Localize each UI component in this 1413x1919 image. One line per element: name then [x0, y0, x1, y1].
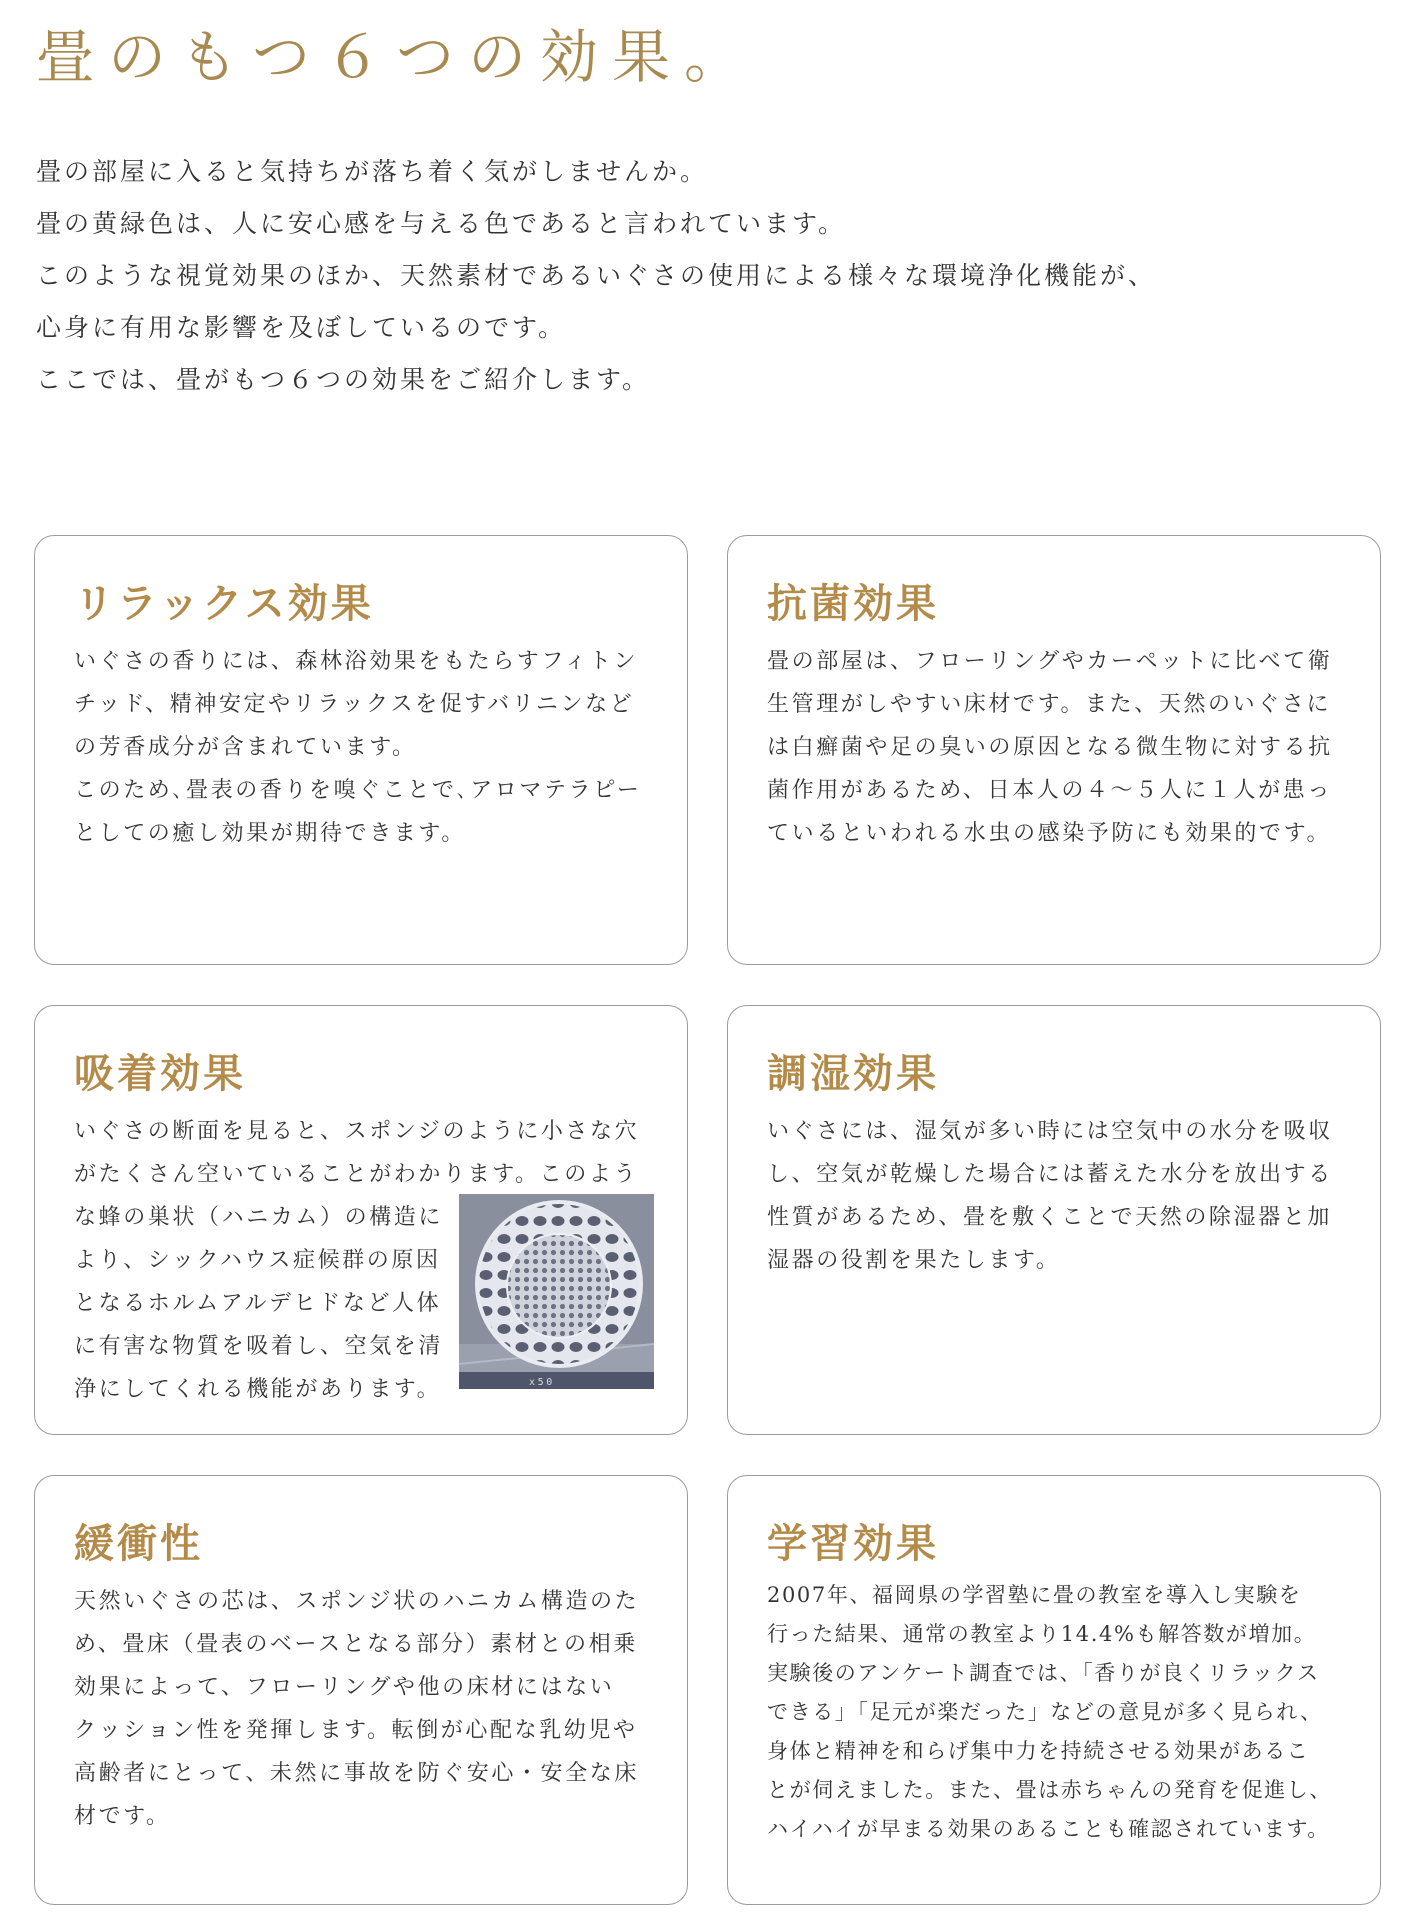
intro-line: ここでは、畳がもつ６つの効果をご紹介します。: [36, 365, 651, 394]
card-body: [767, 1110, 1347, 1282]
card-title: 吸着効果: [74, 1051, 246, 1097]
card-text-line: 浄にしてくれる機能があります。: [74, 1377, 442, 1402]
intro-line: 心身に有用な影響を及ぼしているのです。: [36, 313, 567, 342]
card-text-line: め、畳床（畳表のベースとなる部分）素材との相乗: [74, 1632, 638, 1657]
card-text-line: となるホルムアルデヒドなど人体: [74, 1291, 442, 1316]
card-text-line: 菌作用があるため、日本人の４～５人に１人が患っ: [767, 778, 1332, 803]
image-caption: x50: [529, 1377, 555, 1388]
card-text-line: いぐさの断面を見ると、スポンジのように小さな穴: [74, 1119, 640, 1144]
card-title: 抗菌効果: [767, 581, 939, 627]
card-text-line: の芳香成分が含まれています。: [74, 735, 417, 760]
card-antibacterial: [727, 535, 1381, 965]
card-relax: [34, 535, 688, 965]
card-adsorption: [34, 1005, 688, 1435]
card-text-line: いぐさには、湿気が多い時には空気中の水分を吸収: [767, 1119, 1333, 1144]
card-body: [74, 1580, 654, 1838]
card-title: リラックス効果: [74, 581, 374, 627]
card-text-line: いぐさの香りには、森林浴効果をもたらすフィトン: [74, 649, 639, 674]
card-text-line: このため､畳表の香りを嗅ぐことで､アロマテラピー: [74, 778, 642, 803]
card-text-line: 行った結果、通常の教室より14.4%も解答数が増加。: [767, 1622, 1317, 1646]
intro-line: 畳の黄緑色は、人に安心感を与える色であると言われています。: [36, 209, 847, 238]
card-learning: [727, 1475, 1381, 1905]
card-text-line: 効果によって、フローリングや他の床材にはない: [74, 1675, 615, 1700]
card-text-line: とが伺えました。また、畳は赤ちゃんの発育を促進し、: [767, 1778, 1332, 1802]
rush-cross-section-image: [459, 1194, 654, 1389]
card-text-line: としての癒し効果が期待できます。: [74, 821, 466, 846]
card-title: 緩衝性: [74, 1521, 203, 1567]
card-humidity: [727, 1005, 1381, 1435]
card-text-line: チッド、精神安定やリラックスを促すバリニンなど: [74, 692, 635, 717]
card-text-line: 身体と精神を和らげ集中力を持続させる効果があるこ: [767, 1739, 1310, 1763]
intro-line: 畳の部屋に入ると気持ちが落ち着く気がしませんか。: [36, 157, 709, 186]
card-text-line: に有害な物質を吸着し、空気を清: [74, 1334, 444, 1359]
card-body: [767, 640, 1347, 855]
card-title: 学習効果: [767, 1521, 939, 1567]
card-title: 調湿効果: [767, 1051, 939, 1097]
card-text-line: 天然いぐさの芯は、スポンジ状のハニカム構造のた: [74, 1589, 640, 1614]
intro-line: このような視覚効果のほか、天然素材であるいぐさの使用による様々な環境浄化機能が、: [36, 261, 1157, 290]
card-text-line: 高齢者にとって、未然に事故を防ぐ安心・安全な床: [74, 1761, 639, 1786]
card-text-line: より、シックハウス症候群の原因: [74, 1248, 441, 1273]
card-text-line: し、空気が乾燥した場合には蓄えた水分を放出する: [767, 1162, 1333, 1187]
intro-text: [36, 146, 1336, 406]
card-text-line: 実験後のアンケート調査では、「香りが良くリラックス: [767, 1661, 1320, 1685]
page-title: 畳のもつ６つの効果。: [36, 23, 757, 91]
card-text-line: がたくさん空いていることがわかります。このよう: [74, 1162, 639, 1187]
card-text-line: ているといわれる水虫の感染予防にも効果的です。: [767, 821, 1332, 846]
card-text-line: 材です。: [74, 1804, 171, 1829]
card-text-line: クッション性を発揮します。転倒が心配な乳幼児や: [74, 1718, 638, 1743]
card-body: [767, 1576, 1347, 1849]
card-text-line: な蜂の巣状（ハニカム）の構造に: [74, 1205, 444, 1230]
card-text-line: ハイハイが早まる効果のあることも確認されています。: [767, 1817, 1330, 1841]
card-text-line: は白癬菌や足の臭いの原因となる微生物に対する抗: [767, 735, 1333, 760]
card-body: [74, 640, 654, 855]
card-text-line: 畳の部屋は、フローリングやカーペットに比べて衛: [767, 649, 1333, 674]
card-body: [74, 1110, 654, 1411]
card-text-line: 湿器の役割を果たします。: [767, 1248, 1061, 1273]
card-text-line: 生管理がしやすい床材です。また、天然のいぐさに: [767, 692, 1332, 717]
card-text-line: できる」「足元が楽だった」などの意見が多く見られ、: [767, 1700, 1323, 1724]
card-text-line: 2007年、福岡県の学習塾に畳の教室を導入し実験を: [767, 1583, 1302, 1607]
card-cushioning: [34, 1475, 688, 1905]
card-text-line: 性質があるため、畳を敷くことで天然の除湿器と加: [767, 1205, 1332, 1230]
